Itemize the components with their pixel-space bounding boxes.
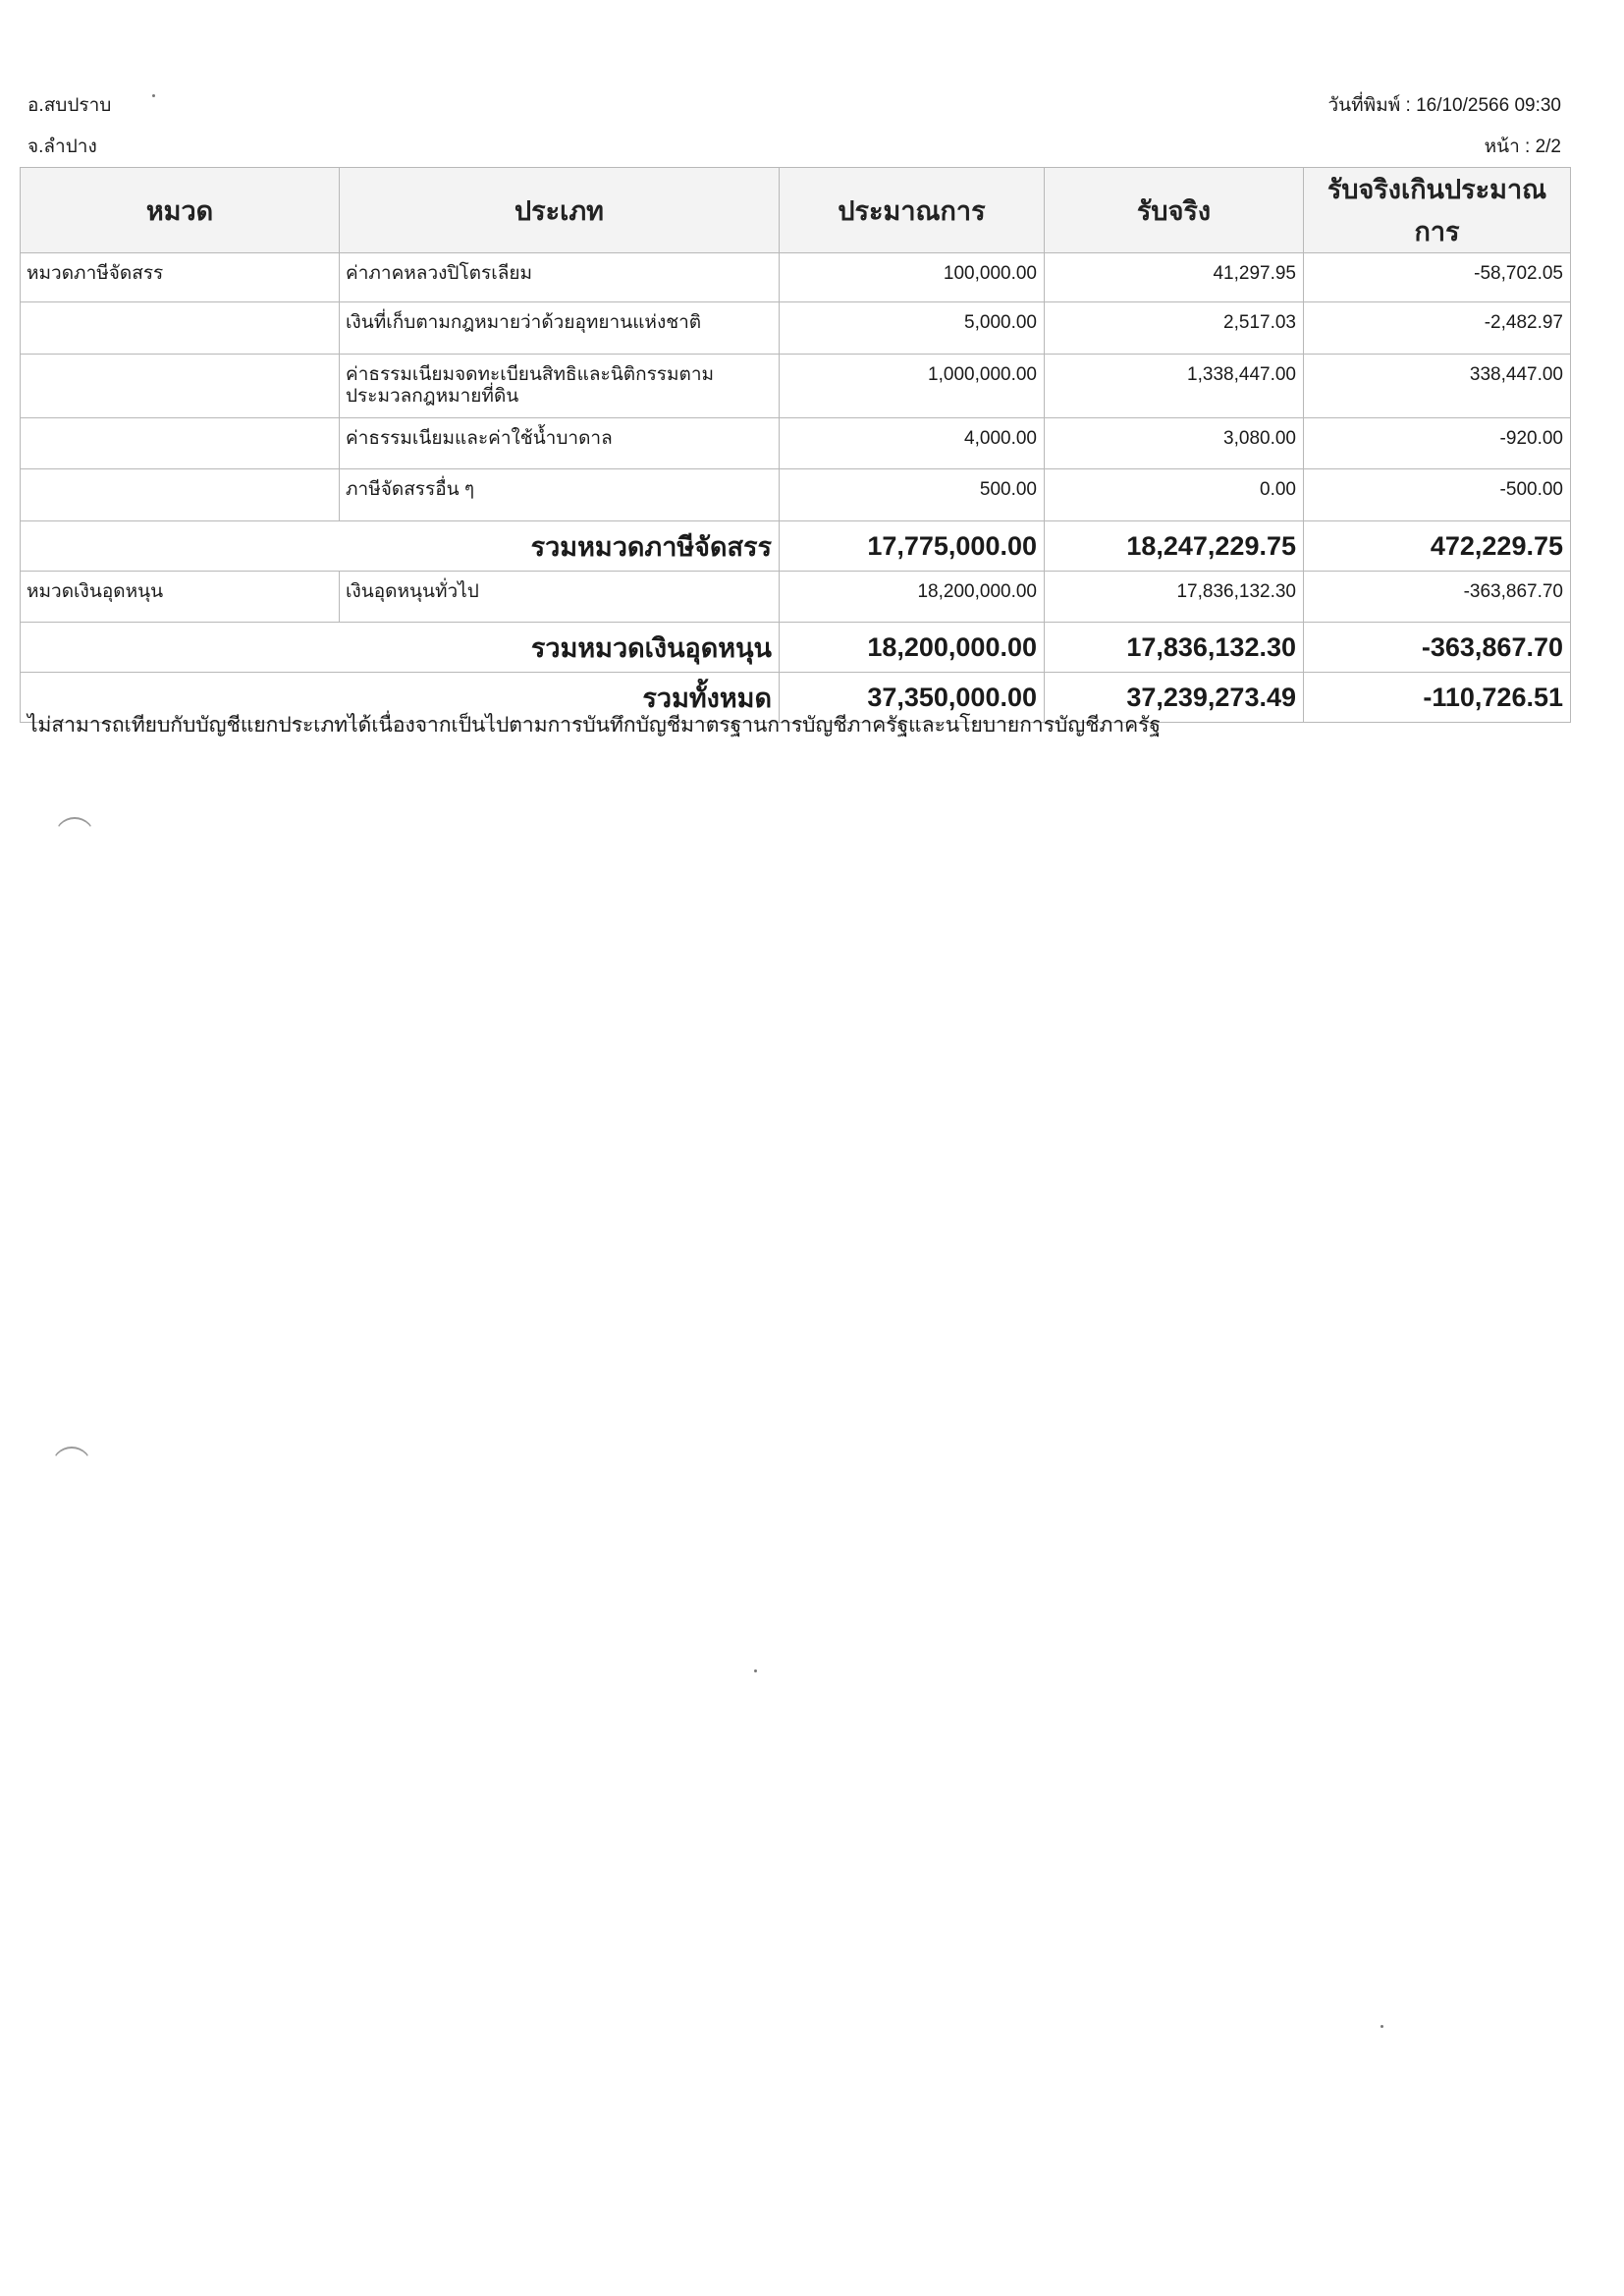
print-date: วันที่พิมพ์ : 16/10/2566 09:30 [1327,95,1561,116]
cell-category [21,418,340,469]
column-header-actual: รับจริง [1045,168,1304,253]
cell-actual: 3,080.00 [1045,418,1304,469]
cell-actual: 17,836,132.30 [1045,572,1304,623]
table-row [21,253,1571,302]
grand-total-difference: -110,726.51 [1304,673,1571,723]
scan-speck [1380,2025,1383,2028]
subtotal-label: รวมหมวดเงินอุดหนุน [21,623,780,673]
scan-speck [152,94,155,97]
subtotal-actual: 17,836,132.30 [1045,623,1304,673]
cell-actual: 0.00 [1045,469,1304,521]
table-row [21,355,1571,418]
table-row [21,469,1571,521]
grand-total-actual: 37,239,273.49 [1045,673,1304,723]
cell-estimate: 5,000.00 [780,302,1045,355]
cell-actual: 1,338,447.00 [1045,355,1304,418]
cell-category [21,469,340,521]
table-header-row [21,168,1571,253]
cell-type: เงินอุดหนุนทั่วไป [340,572,780,623]
cell-category: หมวดเงินอุดหนุน [21,572,340,623]
grand-total-estimate: 37,350,000.00 [780,673,1045,723]
cell-difference: -363,867.70 [1304,572,1571,623]
cell-estimate: 1,000,000.00 [780,355,1045,418]
punch-hole-mark [54,817,95,859]
subtotal-actual: 18,247,229.75 [1045,521,1304,572]
cell-estimate: 18,200,000.00 [780,572,1045,623]
subtotal-estimate: 18,200,000.00 [780,623,1045,673]
grand-total-label: รวมทั้งหมด [21,673,780,723]
cell-type: ค่าภาคหลวงปิโตรเลียม [340,253,780,302]
revenue-report-table [20,167,1571,723]
page-number: หน้า : 2/2 [1484,137,1561,157]
column-header-estimate: ประมาณการ [780,168,1045,253]
column-header-category: หมวด [21,168,340,253]
column-header-type: ประเภท [340,168,780,253]
scan-speck [754,1669,757,1672]
footnote: ไม่สามารถเทียบกับบัญชีแยกประเภทได้เนื่องจากเป็นไปตามการบันทึกบัญชีมาตรฐานการบัญชีภาครัฐและนโยบายการบัญชีภาครัฐ [27,714,1162,737]
subtotal-row-grant [21,623,1571,673]
cell-estimate: 4,000.00 [780,418,1045,469]
cell-category: หมวดภาษีจัดสรร [21,253,340,302]
cell-actual: 41,297.95 [1045,253,1304,302]
cell-difference: 338,447.00 [1304,355,1571,418]
cell-type: ค่าธรรมเนียมจดทะเบียนสิทธิและนิติกรรมตามประมวลกฎหมายที่ดิน [340,355,780,418]
subtotal-difference: 472,229.75 [1304,521,1571,572]
cell-difference: -2,482.97 [1304,302,1571,355]
table-row [21,302,1571,355]
subtotal-label: รวมหมวดภาษีจัดสรร [21,521,780,572]
cell-difference: -500.00 [1304,469,1571,521]
cell-type: เงินที่เก็บตามกฎหมายว่าด้วยอุทยานแห่งชาติ [340,302,780,355]
punch-hole-mark [51,1447,92,1489]
cell-difference: -920.00 [1304,418,1571,469]
cell-difference: -58,702.05 [1304,253,1571,302]
cell-category [21,302,340,355]
cell-estimate: 100,000.00 [780,253,1045,302]
cell-category [21,355,340,418]
cell-type: ค่าธรรมเนียมและค่าใช้น้ำบาดาล [340,418,780,469]
cell-type: ภาษีจัดสรรอื่น ๆ [340,469,780,521]
subtotal-estimate: 17,775,000.00 [780,521,1045,572]
province-name: จ.ลำปาง [27,137,97,157]
cell-estimate: 500.00 [780,469,1045,521]
table-row [21,418,1571,469]
office-name: อ.สบปราบ [27,95,112,116]
column-header-difference: รับจริงเกินประมาณการ [1304,168,1571,253]
cell-actual: 2,517.03 [1045,302,1304,355]
table-row [21,572,1571,623]
subtotal-row-tax [21,521,1571,572]
subtotal-difference: -363,867.70 [1304,623,1571,673]
